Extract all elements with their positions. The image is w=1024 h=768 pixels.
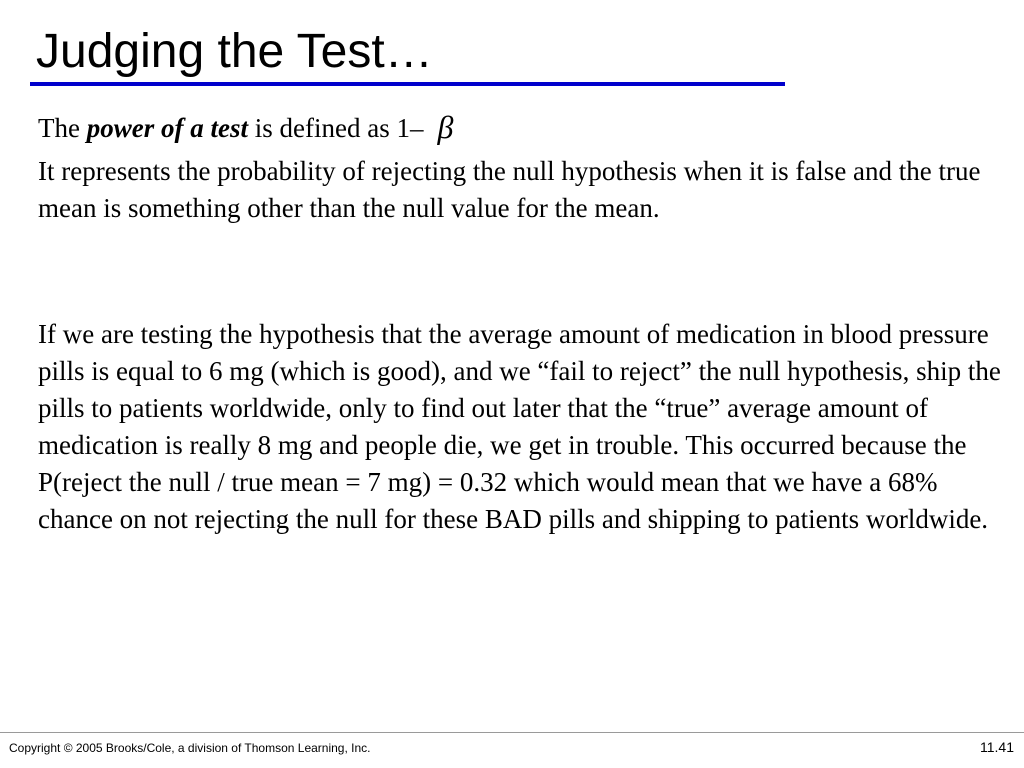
paragraph-prefix: The [38,113,87,143]
paragraph-suffix: is defined as 1– [247,113,424,143]
slide-title: Judging the Test… [36,25,433,78]
power-meaning-paragraph: It represents the probability of rejecting the null hypothesis when it is false and the true mean is something other than the null value for the mean. [38,156,981,223]
power-definition-paragraph [38,109,1013,147]
medication-example-paragraph: If we are testing the hypothesis that the average amount of medication in blood pressure pills is equal to 6 mg (which is good), and we “fail to reject” the null hypothesis, ship the pills to patients worldwide, only to find out later that the “true” average amount of medication is really 8 mg and people die, we get in trouble. This occurred because the P(reject the null / true mean = 7 mg) = 0.32 which would mean that we have a 68% chance on not rejecting the null for these BAD pills and shipping to patients worldwide. [38,319,1001,534]
title-underline [30,82,785,86]
footer-divider [0,732,1024,733]
power-of-test-term: power of a test [86,113,248,143]
copyright-notice: Copyright © 2005 Brooks/Cole, a division of Thomson Learning, Inc. [9,741,371,755]
beta-symbol: β [437,109,454,145]
slide-number: 11.41 [980,739,1014,755]
